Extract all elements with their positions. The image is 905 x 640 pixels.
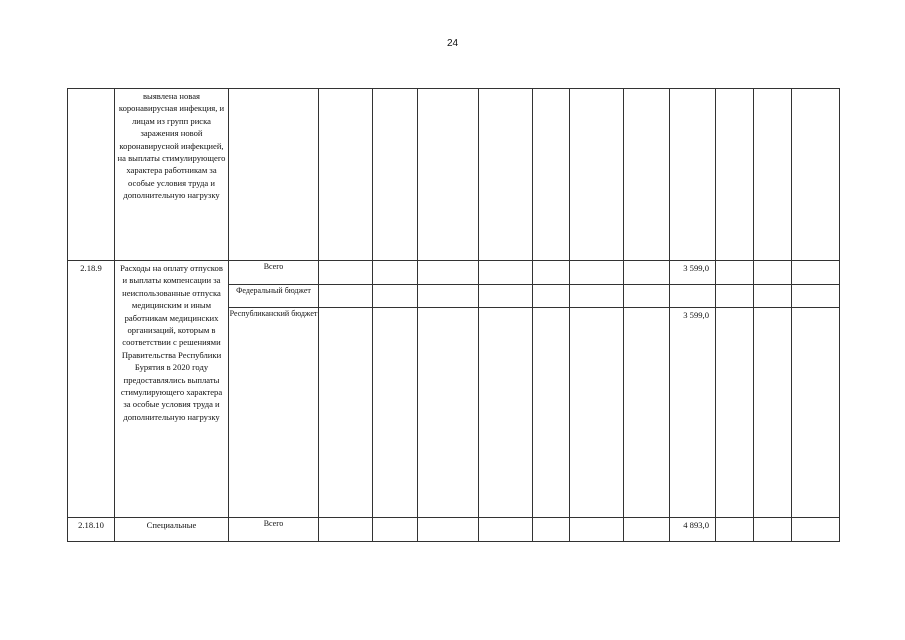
source-cell — [229, 308, 319, 518]
value-cell — [373, 308, 418, 518]
value-cell — [418, 285, 479, 308]
row-name-cell — [115, 261, 229, 518]
value-cell — [533, 308, 570, 518]
table-row-continuation — [68, 89, 840, 261]
row-name: Расходы на оплату отпусков и выплаты компенсации за неиспользованные отпуска медицинским и иным работникам медицинских организаций, которым в соответствии с решениями Правительства Республики Бурятия в 2020 году предоставлялись выплаты стимулирующего характера за особые условия труда и дополнительную нагрузку — [120, 263, 223, 422]
source-label: Республиканский бюджет — [229, 309, 318, 318]
value-cell — [624, 89, 670, 261]
value-cell — [754, 261, 792, 285]
value-cell — [319, 261, 373, 285]
value-cell — [754, 89, 792, 261]
value-cell — [716, 89, 754, 261]
value-cell — [479, 308, 533, 518]
source-cell — [229, 518, 319, 542]
budget-table — [67, 88, 840, 542]
table-row-2-18-10-total — [68, 518, 840, 542]
value-cell — [319, 308, 373, 518]
row-name-cell — [115, 89, 229, 261]
value-cell — [319, 285, 373, 308]
value-cell — [792, 285, 840, 308]
amount-value: 3 599,0 — [683, 310, 709, 320]
row-name: Специальные — [146, 520, 197, 530]
value-cell — [716, 285, 754, 308]
row-number: 2.18.10 — [78, 520, 104, 530]
value-cell — [570, 89, 624, 261]
value-cell — [792, 308, 840, 518]
value-cell — [624, 308, 670, 518]
value-cell — [479, 89, 533, 261]
value-cell — [570, 285, 624, 308]
value-cell — [624, 518, 670, 542]
value-cell — [792, 518, 840, 542]
value-cell — [670, 89, 716, 261]
amount-cell — [670, 285, 716, 308]
source-label: Федеральный бюджет — [236, 286, 311, 295]
value-cell — [754, 518, 792, 542]
page-number: 24 — [446, 38, 459, 49]
value-cell — [624, 285, 670, 308]
row-number-cell — [68, 261, 115, 518]
value-cell — [792, 89, 840, 261]
value-cell — [418, 308, 479, 518]
amount-cell — [670, 308, 716, 518]
value-cell — [319, 89, 373, 261]
row-name-cell — [115, 518, 229, 542]
amount-value: 3 599,0 — [683, 263, 709, 273]
source-cell — [229, 89, 319, 261]
value-cell — [533, 261, 570, 285]
value-cell — [373, 89, 418, 261]
value-cell — [533, 89, 570, 261]
value-cell — [570, 308, 624, 518]
value-cell — [716, 308, 754, 518]
value-cell — [716, 518, 754, 542]
source-label: Всего — [263, 519, 284, 528]
value-cell — [373, 518, 418, 542]
value-cell — [533, 285, 570, 308]
value-cell — [418, 261, 479, 285]
value-cell — [570, 261, 624, 285]
source-label: Всего — [263, 262, 284, 271]
value-cell — [716, 261, 754, 285]
table-row-2-18-9-total — [68, 261, 840, 285]
source-cell — [229, 261, 319, 285]
value-cell — [533, 518, 570, 542]
value-cell — [479, 261, 533, 285]
value-cell — [624, 261, 670, 285]
value-cell — [479, 285, 533, 308]
amount-cell — [670, 518, 716, 542]
row-number: 2.18.9 — [80, 263, 102, 273]
amount-cell — [670, 261, 716, 285]
value-cell — [479, 518, 533, 542]
value-cell — [754, 285, 792, 308]
row-number-cell — [68, 518, 115, 542]
source-cell — [229, 285, 319, 308]
value-cell — [319, 518, 373, 542]
amount-value: 4 893,0 — [683, 520, 709, 530]
value-cell — [754, 308, 792, 518]
amount-value — [670, 285, 709, 286]
value-cell — [570, 518, 624, 542]
value-cell — [418, 518, 479, 542]
value-cell — [373, 261, 418, 285]
value-cell — [418, 89, 479, 261]
row-number-cell — [68, 89, 115, 261]
row-name: выявлена новая коронавирусная инфекция, и лицам из групп риска заражения новой коронавирусной инфекцией, на выплаты стимулирующего характера работникам за особые условия труда и дополнительную нагрузку — [117, 91, 226, 201]
value-cell — [373, 285, 418, 308]
value-cell — [792, 261, 840, 285]
